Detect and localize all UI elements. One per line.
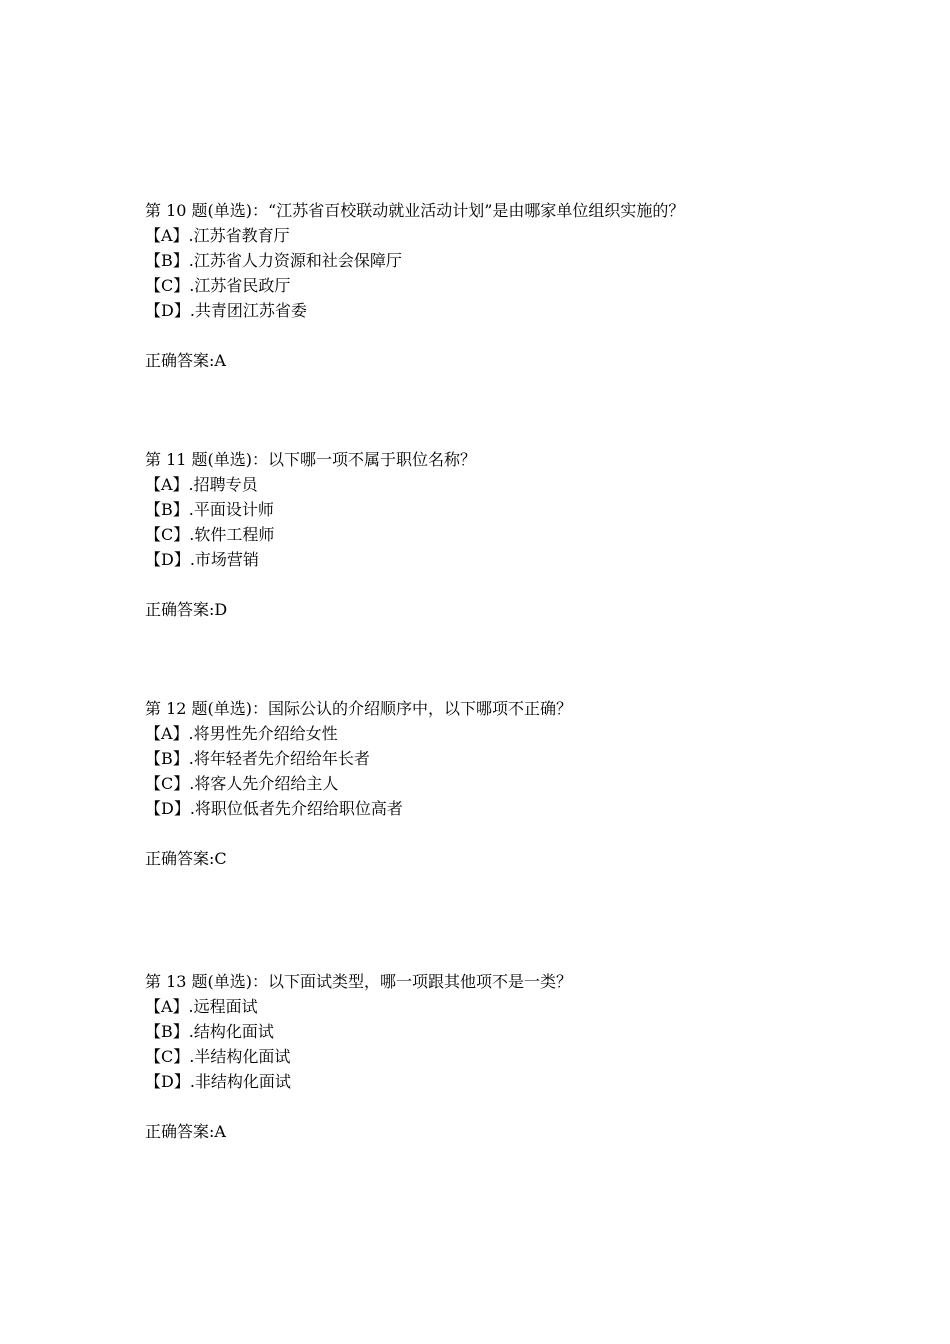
question-stem: 第 11 题(单选)：以下哪一项不属于职位名称？ [145, 450, 477, 469]
option-a: 【A】.招聘专员 [145, 475, 258, 494]
question-10 [145, 198, 845, 373]
option-c: 【C】.将客人先介绍给主人 [145, 774, 339, 793]
option-d: 【D】.共青团江苏省委 [145, 301, 307, 320]
option-b: 【B】.结构化面试 [145, 1022, 274, 1041]
option-b: 【B】.江苏省人力资源和社会保障厅 [145, 251, 402, 270]
question-12 [145, 696, 845, 871]
option-a: 【A】.将男性先介绍给女性 [145, 724, 338, 743]
option-c: 【C】.江苏省民政厅 [145, 276, 291, 295]
option-d: 【D】.将职位低者先介绍给职位高者 [145, 799, 403, 818]
question-stem: 第 12 题(单选)：国际公认的介绍顺序中，以下哪项不正确？ [145, 699, 573, 718]
option-c: 【C】.软件工程师 [145, 525, 275, 544]
option-a: 【A】.远程面试 [145, 997, 258, 1016]
question-11 [145, 447, 845, 622]
question-stem: 第 13 题(单选)：以下面试类型，哪一项跟其他项不是一类？ [145, 972, 573, 991]
option-b: 【B】.平面设计师 [145, 500, 274, 519]
correct-answer: 正确答案:A [145, 1122, 226, 1141]
question-stem: 第 10 题(单选)：“江苏省百校联动就业活动计划”是由哪家单位组织实施的？ [145, 201, 685, 220]
option-a: 【A】.江苏省教育厅 [145, 226, 290, 245]
option-d: 【D】.市场营销 [145, 550, 259, 569]
correct-answer: 正确答案:C [145, 849, 227, 868]
option-b: 【B】.将年轻者先介绍给年长者 [145, 749, 370, 768]
option-d: 【D】.非结构化面试 [145, 1072, 291, 1091]
option-c: 【C】.半结构化面试 [145, 1047, 291, 1066]
correct-answer: 正确答案:D [145, 600, 228, 619]
correct-answer: 正确答案:A [145, 351, 226, 370]
question-13 [145, 969, 845, 1144]
